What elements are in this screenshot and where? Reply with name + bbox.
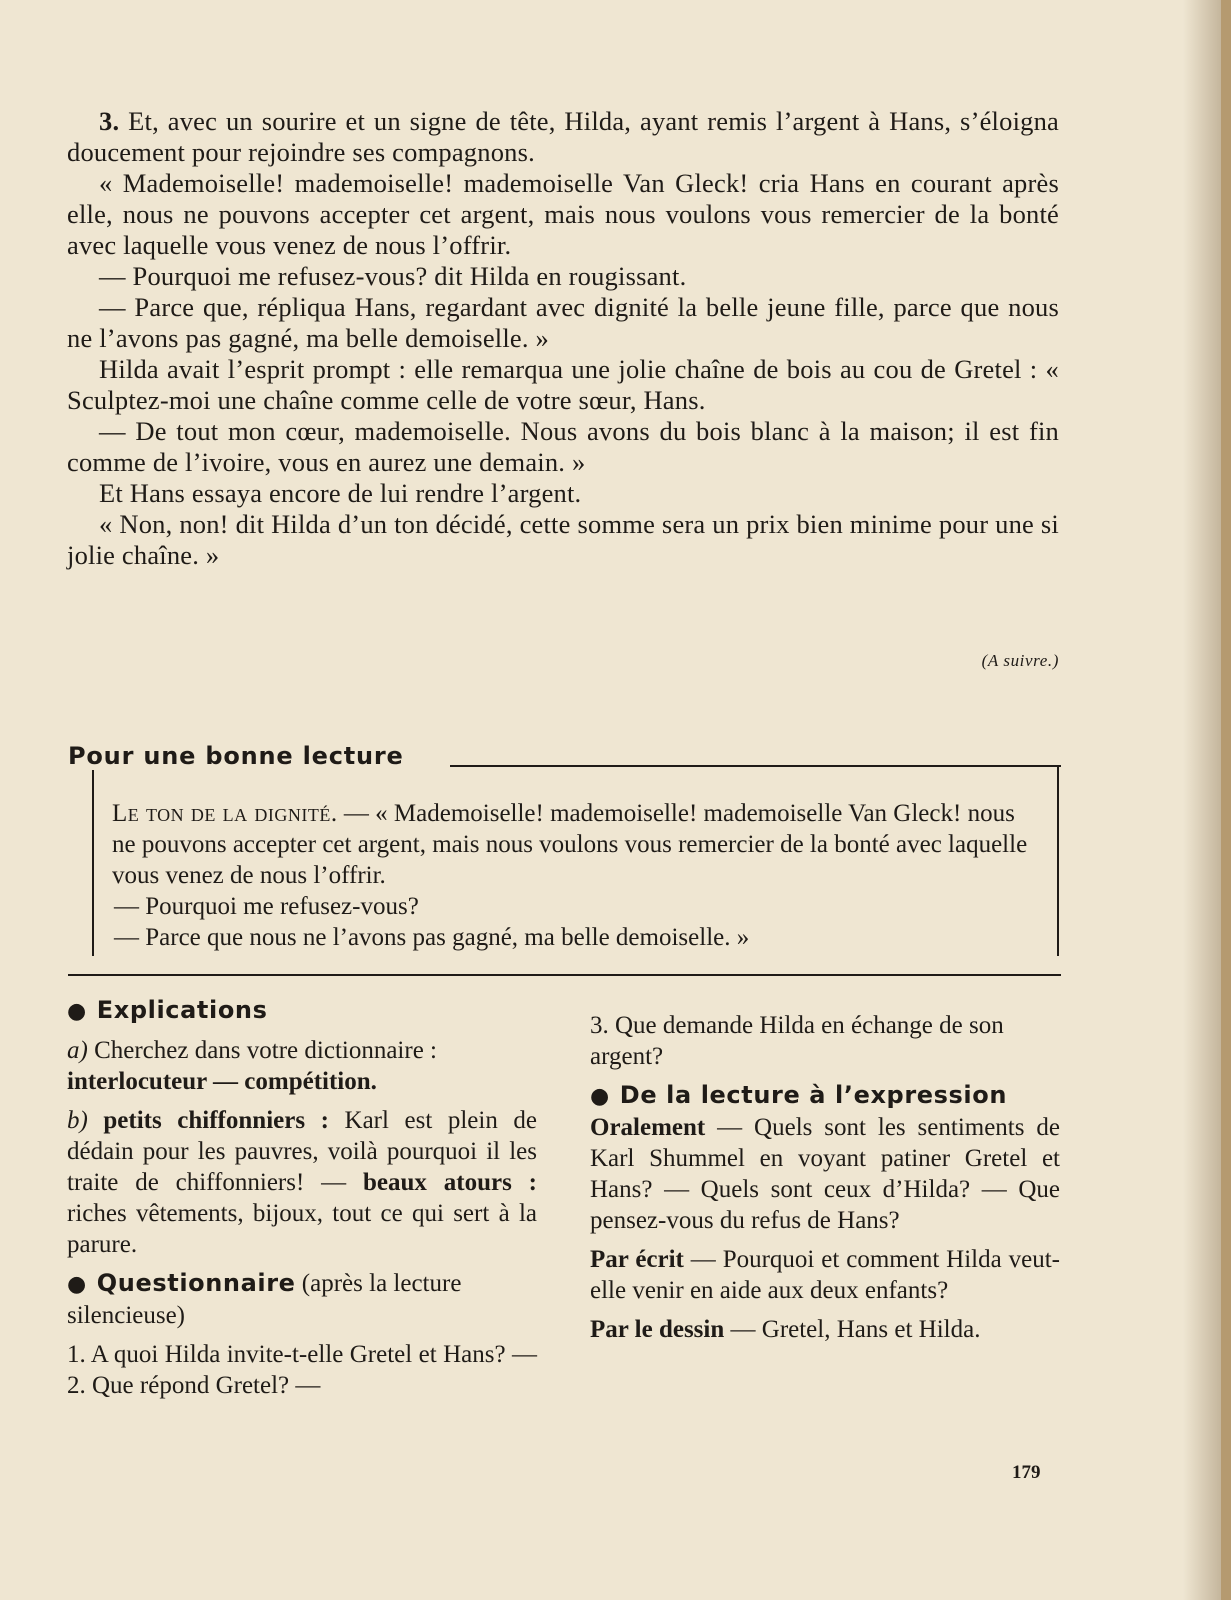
expression-label: Par écrit: [590, 1246, 684, 1273]
story-paragraph: — Parce que, répliqua Hans, regardant avec dignité la belle jeune fille, parce que nous ne l’avons pas gagné, ma belle demoiselle. »: [67, 292, 1059, 353]
explication-text: Karl est plein de dédain pour les pauvres, voilà pourquoi il les traite de chiffonniers!: [67, 1107, 537, 1196]
to-be-continued: (A suivre.): [981, 651, 1059, 670]
expression-text: — Gretel, Hans et Hilda.: [724, 1316, 981, 1343]
reading-box-top-rule: [450, 765, 1061, 767]
expression-ecrit: [590, 1244, 1060, 1306]
expression-text: — Pourquoi et comment Hilda veut-elle venir en aide aux deux enfants?: [590, 1246, 1060, 1304]
story-paragraph: Et Hans essaya encore de lui rendre l’argent.: [99, 478, 582, 508]
expression-oral: [590, 1112, 1060, 1236]
bullet-icon: ●: [67, 1272, 87, 1297]
bullet-icon: ●: [590, 1084, 610, 1109]
story-paragraph: « Mademoiselle! mademoiselle! mademoiselle Van Gleck! cria Hans en courant après elle, nous ne pouvons accepter cet argent, mais nous voulons vous remercier de la bonté avec laquelle vous venez de nous l’offrir.: [67, 168, 1059, 260]
reading-box-bottom-rule: [68, 974, 1061, 976]
page-edge: [1221, 0, 1231, 1600]
expression-heading: [590, 1080, 1060, 1112]
explication-text: riches vêtements, bijoux, tout ce qui sert à la parure.: [67, 1200, 537, 1258]
reading-box-text: [112, 798, 1032, 953]
story-paragraph: — De tout mon cœur, mademoiselle. Nous avons du bois blanc à la maison; il est fin comme de l’ivoire, vous en aurez une demain. »: [67, 416, 1059, 477]
story-paragraph: [67, 106, 1059, 168]
story-paragraph-text: Et, avec un sourire et un signe de tête, Hilda, ayant remis l’argent à Hans, s’éloigna doucement pour rejoindre ses compagnons.: [67, 106, 1059, 167]
explications-heading-text: Explications: [96, 996, 268, 1024]
explications-heading: [67, 995, 537, 1027]
questionnaire-heading-text: Questionnaire: [96, 1269, 296, 1297]
reading-box-line: [112, 798, 1032, 891]
page-number: 179: [1012, 1462, 1041, 1483]
item-label: b): [67, 1107, 88, 1134]
reading-box-line: — Parce que nous ne l’avons pas gagné, ma belle demoiselle. »: [114, 924, 750, 951]
right-column: [590, 1010, 1060, 1345]
questionnaire-text: 1. A quoi Hilda invite-t-elle Gretel et Hans? — 2. Que répond Gretel? —: [67, 1341, 537, 1399]
explication-b: [67, 1105, 537, 1260]
reading-box-line: — Pourquoi me refusez-vous?: [114, 893, 419, 920]
left-column: [67, 995, 537, 1401]
item-label: a): [67, 1037, 88, 1064]
explication-a-words: interlocuteur — compétition.: [67, 1068, 377, 1095]
expression-label: Oralement: [590, 1114, 706, 1141]
expression-label: Par le dessin: [590, 1316, 725, 1343]
explication-term: petits chiffonniers :: [87, 1107, 329, 1134]
story-paragraph: Hilda avait l’esprit prompt : elle remarqua une jolie chaîne de bois au cou de Gretel : « Sculptez-moi une chaîne comme celle de votre sœur, Hans.: [67, 354, 1059, 415]
reading-box-label: Le ton de la dignité.: [112, 800, 338, 827]
explication-term: beaux atours :: [363, 1169, 538, 1196]
explication-dash: —: [321, 1169, 364, 1196]
story-paragraph: — Pourquoi me refusez-vous? dit Hilda en rougissant.: [99, 261, 687, 291]
section-number: 3.: [99, 106, 120, 136]
questionnaire-note: (après la lecture silencieuse): [67, 1270, 462, 1329]
reading-box-heading: Pour une bonne lecture: [68, 742, 414, 770]
explication-a: [67, 1035, 537, 1066]
questionnaire-heading: [67, 1268, 537, 1331]
reading-box-quote: — « Mademoiselle! mademoiselle! mademoiselle Van Gleck! nous ne pouvons accepter cet argent, mais nous voulons vous remercier de la bonté avec laquelle vous venez de nous l’offrir.: [112, 800, 1028, 889]
questionnaire-text-continued: 3. Que demande Hilda en échange de son argent?: [590, 1012, 1004, 1070]
story-text: [67, 106, 1059, 571]
expression-heading-text: De la lecture à l’expression: [619, 1081, 1008, 1109]
expression-text: — Quels sont les sentiments de Karl Shummel en voyant patiner Gretel et Hans? — Quels sont ceux d’Hilda? — Que pensez-vous du refus de Hans?: [590, 1114, 1060, 1234]
bullet-icon: ●: [67, 999, 87, 1024]
expression-dessin: [590, 1314, 1060, 1345]
story-paragraph: « Non, non! dit Hilda d’un ton décidé, cette somme sera un prix bien minime pour une si jolie chaîne. »: [67, 509, 1059, 570]
explication-text: Cherchez dans votre dictionnaire :: [87, 1037, 437, 1064]
